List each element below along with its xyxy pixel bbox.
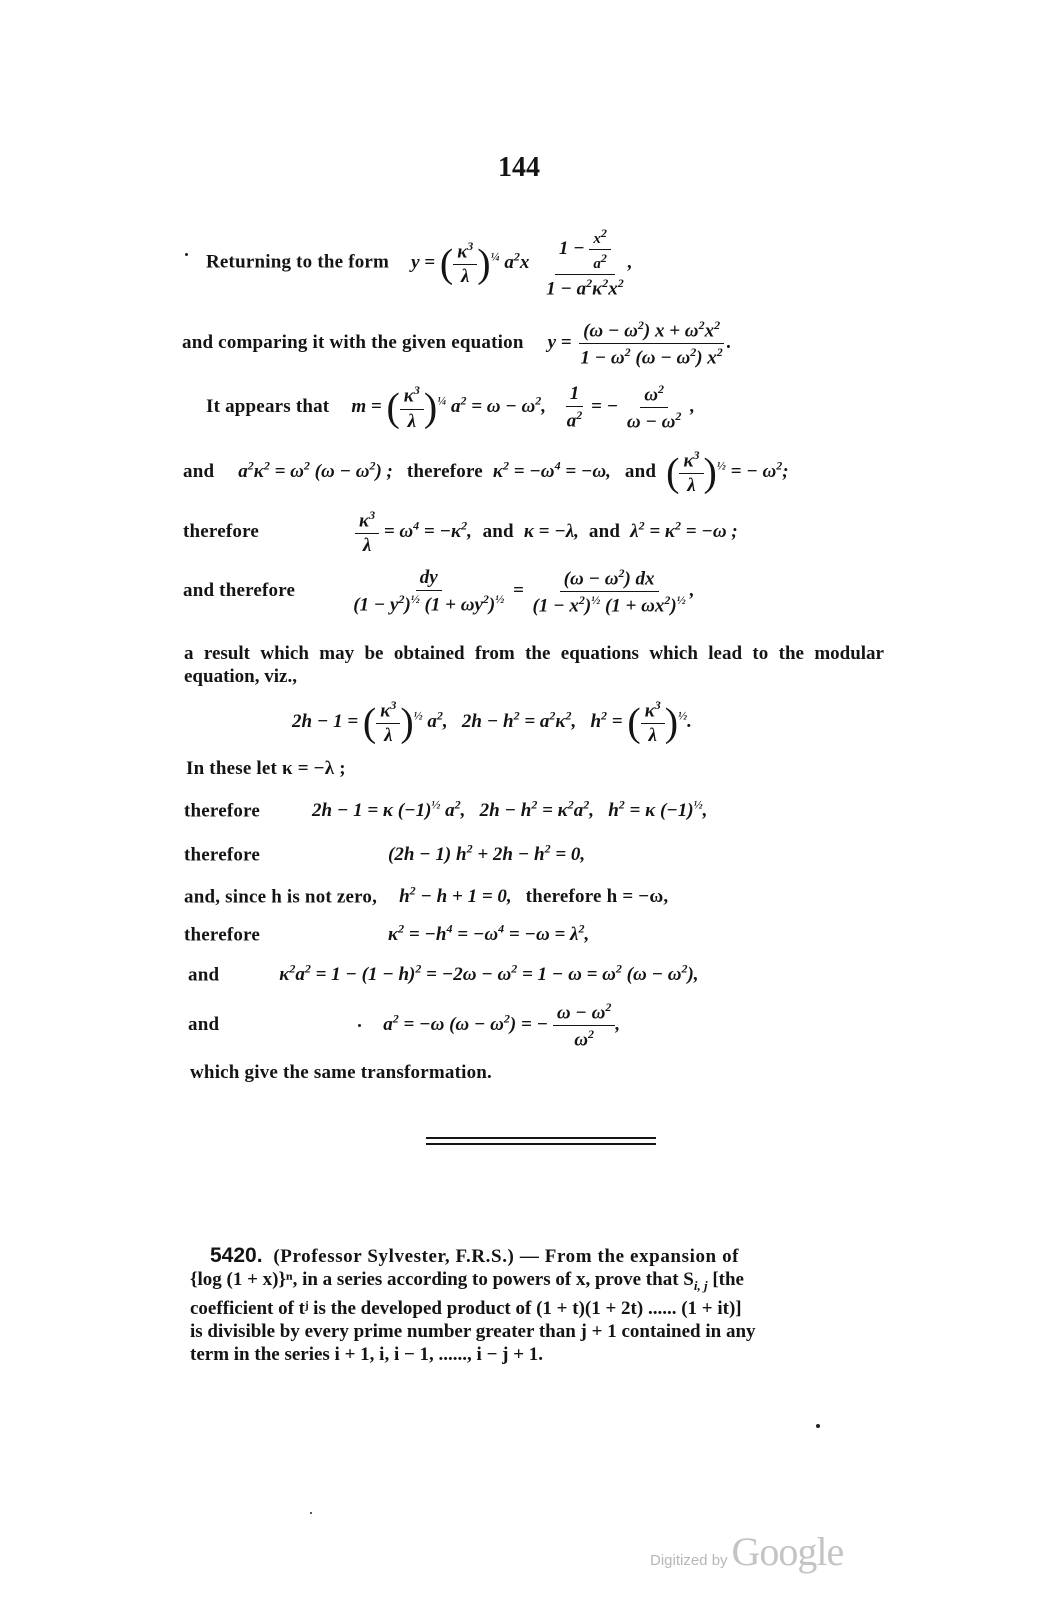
speck-2 [358, 1024, 361, 1027]
line-4-and: and [624, 461, 657, 483]
speck-4 [310, 1512, 312, 1514]
line-1-label: Returning to the form [206, 251, 390, 273]
line-3-label: It appears that [206, 396, 330, 418]
line-12-label: therefore [184, 924, 261, 946]
problem-5420 [190, 1244, 890, 1366]
equation-line-3 [206, 382, 695, 434]
line-6-math: $\frac{dy}{(1 - y^2)^{\frac{1}{2}} (1 + \omega y^2)^{\frac{1}{2}}}$ = $\frac{(\omega - \omega^2) dx}{(1 - x^2)^{\frac{1}{2}} (1 + \omega x^2)^{\frac{1}{2}}}$ , [353, 566, 695, 617]
line-12-math: $\kappa^2 = -h^4 = -\omega^4 = -\omega = \lambda^2$, [388, 922, 590, 946]
line-4-math-c: ( $\frac{\kappa^3}{\lambda}$ )$^{\frac{1}{2}}$ = − $\omega^2$; [666, 448, 789, 497]
equation-line-11 [184, 884, 668, 908]
line-10-label: therefore [184, 844, 261, 866]
digitized-by-text: Digitized by [650, 1552, 728, 1569]
line-15: which give the same transformation. [190, 1062, 492, 1083]
equation-line-9 [184, 798, 707, 822]
line-14-label: and [188, 1014, 220, 1036]
problem-line-2b: [the [707, 1269, 744, 1290]
problem-line-2-text: {log (1 + x)}ⁿ, in a series according to powers of x, prove that S [190, 1269, 694, 1290]
line-6-label: and therefore [183, 580, 296, 602]
problem-author: (Professor Sylvester, F.R.S.) — From the expansion of [273, 1246, 740, 1267]
line-5-and-2: and [588, 521, 621, 543]
equation-line-7: 2h − 1 = ( $\frac{\kappa^3}{\lambda}$ )$^{\frac{1}{2}}$ $a^2$, $2h - h^2 = a^2\kappa^2$, $h^2$ = ( $\frac{\kappa^3}{\lambda}$ )$^{\frac{1}{2}}$. [292, 698, 692, 747]
line-4-math-b: $\kappa^2 = -\omega^4 = -\omega$, [492, 458, 611, 483]
line-9-label: therefore [184, 800, 261, 822]
line-4-therefore: therefore [406, 461, 483, 483]
divider-rule-top [426, 1137, 656, 1139]
line-2-math: y = $\frac{(\omega - \omega^2) x + \omega^2x^2}{1 - \omega^2 (\omega - \omega^2) x^2}$ . [547, 318, 732, 369]
google-logo-text: Google [731, 1529, 844, 1574]
divider-rule-bottom [426, 1143, 656, 1145]
line-13-math: $\kappa^2a^2 = 1 - (1 - h)^2 = -2\omega - \omega^2 = 1 - \omega = \omega^2$ $(\omega - \omega^2)$, [279, 962, 699, 986]
speck-3 [816, 1424, 820, 1428]
problem-line-5: term in the series i + 1, i, i − 1, ......, i − j + 1. [190, 1343, 544, 1365]
line-5-label: therefore [183, 521, 260, 543]
speck-1 [185, 253, 188, 256]
equation-line-4 [183, 448, 789, 497]
equation-line-5 [183, 508, 738, 557]
equation-line-10 [184, 842, 585, 866]
line-1-math: y = ( $\frac{\kappa^3}{\lambda}$ )$^{\frac{1}{4}}$ $a^2x$ 1 − $\frac{x^2}{a^2}$ $1 - a^2\kappa^2x^2$ , [411, 226, 633, 300]
equation-line-14 [188, 1000, 620, 1052]
line-13-label: and [188, 964, 220, 986]
equation-line-12 [184, 922, 589, 946]
line-5-and-1: and [482, 521, 514, 543]
problem-line-2 [190, 1268, 890, 1297]
line-2-label: and comparing it with the given equation [182, 332, 524, 354]
line-11-therefore: therefore h = −ω, [525, 886, 669, 908]
line-3-math: m = ( $\frac{\kappa^3}{\lambda}$ )$^{\frac{1}{4}}$ $a^2 = \omega - \omega^2$, $\frac{1}{a^2}$ = − $\frac{\omega^2}{\omega - \omega^2}$ , [351, 382, 695, 433]
line-10-math: (2h − 1) $h^2 + 2h - h^2 = 0$, [388, 842, 586, 866]
digitized-by-google-watermark [650, 1528, 843, 1575]
problem-line-3: coefficient of tʲ is the developed product of (1 + t)(1 + 2t) ...... (1 + it)] [190, 1297, 742, 1319]
line-8-label: In these let κ = −λ ; [186, 758, 346, 779]
line-14-math: $a^2 = -\omega$ $(\omega - \omega^2)$ = − $\frac{\omega - \omega^2}{\omega^2}$ , [383, 1000, 621, 1051]
equation-line-6 [183, 566, 694, 618]
paragraph-result: a result which may be obtained from the equations which lead to the modular equation, viz., [184, 643, 884, 687]
equation-line-2 [182, 318, 732, 370]
line-4-label: and [183, 461, 215, 483]
line-5-math-b: κ = −λ, [523, 521, 579, 543]
problem-line-1 [190, 1244, 890, 1268]
line-5-math: $\frac{\kappa^3}{\lambda}$ = $\omega^4 = -\kappa^2$, [355, 521, 477, 542]
equation-line-13 [188, 962, 699, 986]
problem-number: 5420. [210, 1244, 263, 1267]
line-11-math: $h^2 - h + 1 = 0$, [399, 884, 512, 908]
line-9-math: 2h − 1 = κ $(-1)^{\frac{1}{2}}$ $a^2$, $2h - h^2 = \kappa^2a^2$, $h^2 = \kappa$ $(-1)^{\frac{1}{2}}$, [312, 798, 708, 822]
line-4-math-a: $a^2\kappa^2 = \omega^2$ $(\omega - \omega^2)$ ; [238, 458, 393, 483]
line-11-label: and, since h is not zero, [184, 886, 378, 908]
line-5-math-c: $\lambda^2 = \kappa^2 = -\omega$ ; [630, 518, 738, 543]
subscript-ij: i, j [693, 1277, 708, 1293]
page-number: 144 [498, 152, 540, 183]
equation-line-1 [206, 226, 632, 300]
problem-line-4: is divisible by every prime number greater than j + 1 contained in any [190, 1320, 756, 1342]
